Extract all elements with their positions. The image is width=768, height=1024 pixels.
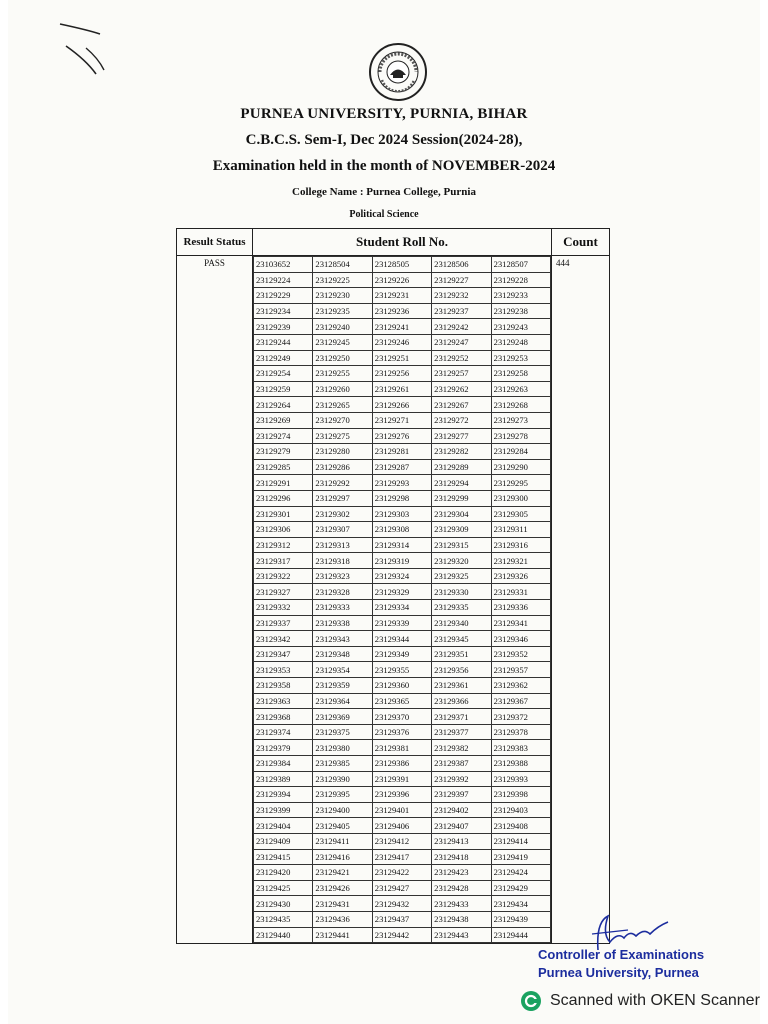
roll-number-cell: 23129247: [432, 334, 491, 350]
roll-number-cell: 23129411: [313, 833, 372, 849]
roll-number-cell: 23128506: [432, 257, 491, 273]
header-count: Count: [552, 229, 610, 256]
roll-number-cell: 23129338: [313, 615, 372, 631]
roll-number-cell: 23129238: [491, 303, 550, 319]
exam-title: Examination held in the month of NOVEMBER-2024: [212, 158, 556, 174]
roll-number-cell: 23129244: [254, 334, 313, 350]
roll-number-cell: 23129331: [491, 584, 550, 600]
roll-number-cell: 23129431: [313, 896, 372, 912]
roll-number-cell: 23129405: [313, 818, 372, 834]
roll-number-cell: 23129248: [491, 334, 550, 350]
roll-number-cell: 23129245: [313, 334, 372, 350]
roll-number-cell: 23129399: [254, 802, 313, 818]
subject-name: Political Science: [349, 209, 419, 220]
roll-number-cell: 23129324: [372, 568, 431, 584]
signature-title: Controller of Examinations: [538, 947, 705, 962]
roll-number-cell: 23129397: [432, 787, 491, 803]
table-row: [254, 475, 551, 491]
roll-number-cell: 23129406: [372, 818, 431, 834]
roll-number-cell: 23129281: [372, 444, 431, 460]
roll-number-cell: 23129427: [372, 880, 431, 896]
roll-number-cell: 23129271: [372, 412, 431, 428]
scanner-watermark: [520, 990, 760, 1012]
roll-number-cell: 23129280: [313, 444, 372, 460]
table-row: [254, 833, 551, 849]
roll-number-cell: 23129443: [432, 927, 491, 943]
roll-number-cell: 23129366: [432, 693, 491, 709]
table-row: [254, 911, 551, 927]
roll-number-cell: 23129367: [491, 693, 550, 709]
table-row: [254, 646, 551, 662]
table-row: [254, 319, 551, 335]
roll-number-cell: 23129398: [491, 787, 550, 803]
roll-number-cell: 23129298: [372, 490, 431, 506]
table-row: [254, 257, 551, 273]
roll-number-cell: 23129275: [313, 428, 372, 444]
roll-number-cell: 23129299: [432, 490, 491, 506]
roll-number-cell: 23129323: [313, 568, 372, 584]
table-row: [254, 366, 551, 382]
roll-number-cell: 23129231: [372, 288, 431, 304]
roll-number-cell: 23129326: [491, 568, 550, 584]
header-result-status: Result Status: [177, 229, 253, 256]
roll-number-cell: 23129234: [254, 303, 313, 319]
university-title: PURNEA UNIVERSITY, PURNIA, BIHAR: [240, 106, 528, 122]
count-value: 444: [552, 256, 610, 944]
table-row: [254, 334, 551, 350]
roll-number-cell: 23129260: [313, 381, 372, 397]
roll-number-cell: 23129378: [491, 724, 550, 740]
roll-number-cell: 23129379: [254, 740, 313, 756]
table-row: [254, 553, 551, 569]
roll-number-cell: 23129274: [254, 428, 313, 444]
roll-number-cell: 23129225: [313, 272, 372, 288]
roll-number-cell: 23129284: [491, 444, 550, 460]
table-row: [254, 459, 551, 475]
roll-number-cell: 23129362: [491, 678, 550, 694]
table-row: [254, 724, 551, 740]
roll-number-cell: 23129351: [432, 646, 491, 662]
roll-number-cell: 23129230: [313, 288, 372, 304]
roll-number-cell: 23129277: [432, 428, 491, 444]
roll-number-cell: 23129314: [372, 537, 431, 553]
roll-number-cell: 23129251: [372, 350, 431, 366]
roll-number-cell: 23129334: [372, 600, 431, 616]
roll-number-cell: 23129416: [313, 849, 372, 865]
roll-number-cell: 23129289: [432, 459, 491, 475]
roll-number-cell: 23129383: [491, 740, 550, 756]
roll-number-cell: 23129423: [432, 865, 491, 881]
table-row: [254, 849, 551, 865]
table-row: [254, 787, 551, 803]
roll-number-cell: 23129394: [254, 787, 313, 803]
roll-number-cell: 23129237: [432, 303, 491, 319]
roll-number-cell: 23129388: [491, 756, 550, 772]
roll-number-cell: 23129241: [372, 319, 431, 335]
roll-number-cell: 23129295: [491, 475, 550, 491]
roll-number-cell: 23129387: [432, 756, 491, 772]
roll-number-cell: 23129364: [313, 693, 372, 709]
roll-number-cell: 23129316: [491, 537, 550, 553]
roll-number-cell: 23129255: [313, 366, 372, 382]
roll-number-cell: 23129303: [372, 506, 431, 522]
table-row: [254, 506, 551, 522]
roll-number-cell: 23129340: [432, 615, 491, 631]
roll-number-cell: 23129312: [254, 537, 313, 553]
table-row: [254, 522, 551, 538]
roll-number-cell: 23128505: [372, 257, 431, 273]
roll-number-cell: 23129273: [491, 412, 550, 428]
roll-number-cell: 23129372: [491, 709, 550, 725]
oken-scanner-icon: [520, 990, 542, 1012]
roll-number-cell: 23129317: [254, 553, 313, 569]
roll-number-cell: 23129361: [432, 678, 491, 694]
roll-number-cell: 23129352: [491, 646, 550, 662]
roll-number-cell: 23129407: [432, 818, 491, 834]
roll-number-cell: 23129444: [491, 927, 550, 943]
header-student-roll: Student Roll No.: [253, 229, 552, 256]
table-row: [254, 615, 551, 631]
roll-number-cell: 23129347: [254, 646, 313, 662]
table-row: [254, 600, 551, 616]
roll-number-cell: 23129335: [432, 600, 491, 616]
roll-number-cell: 23129369: [313, 709, 372, 725]
roll-number-cell: 23129259: [254, 381, 313, 397]
roll-number-cell: 23129239: [254, 319, 313, 335]
roll-number-cell: 23129322: [254, 568, 313, 584]
roll-number-cell: 23129385: [313, 756, 372, 772]
roll-number-cell: 23129311: [491, 522, 550, 538]
roll-number-cell: 23129307: [313, 522, 372, 538]
table-row: [254, 537, 551, 553]
roll-number-cell: 23129297: [313, 490, 372, 506]
roll-number-cell: 23129243: [491, 319, 550, 335]
roll-number-cell: 23129330: [432, 584, 491, 600]
roll-number-cell: 23129341: [491, 615, 550, 631]
roll-number-cell: 23129371: [432, 709, 491, 725]
roll-number-cell: 23129363: [254, 693, 313, 709]
signature-scribble: [588, 912, 678, 952]
roll-number-cell: 23129227: [432, 272, 491, 288]
table-row: [254, 288, 551, 304]
table-row: [254, 896, 551, 912]
roll-number-cell: 23129270: [313, 412, 372, 428]
roll-number-cell: 23129319: [372, 553, 431, 569]
table-row: [254, 865, 551, 881]
roll-number-cell: 23129357: [491, 662, 550, 678]
roll-number-cell: 23129425: [254, 880, 313, 896]
roll-number-cell: 23129308: [372, 522, 431, 538]
roll-number-cell: 23129253: [491, 350, 550, 366]
roll-number-cell: 23129345: [432, 631, 491, 647]
roll-number-cell: 23129263: [491, 381, 550, 397]
roll-number-cell: 23129224: [254, 272, 313, 288]
table-row: [254, 693, 551, 709]
roll-number-cell: 23129424: [491, 865, 550, 881]
roll-number-cell: 23129381: [372, 740, 431, 756]
roll-number-cell: 23129242: [432, 319, 491, 335]
roll-number-cell: 23129269: [254, 412, 313, 428]
roll-number-cell: 23129382: [432, 740, 491, 756]
roll-number-cell: 23129344: [372, 631, 431, 647]
roll-number-cell: 23129265: [313, 397, 372, 413]
roll-number-cell: 23129404: [254, 818, 313, 834]
roll-number-cell: 23103652: [254, 257, 313, 273]
roll-number-cell: 23129438: [432, 911, 491, 927]
roll-number-cell: 23129393: [491, 771, 550, 787]
roll-number-cell: 23129325: [432, 568, 491, 584]
roll-number-cell: 23129415: [254, 849, 313, 865]
roll-number-cell: 23129268: [491, 397, 550, 413]
roll-number-cell: 23129355: [372, 662, 431, 678]
roll-number-cell: 23129320: [432, 553, 491, 569]
roll-number-cell: 23129301: [254, 506, 313, 522]
roll-number-cell: 23129375: [313, 724, 372, 740]
roll-number-cell: 23129232: [432, 288, 491, 304]
roll-number-cell: 23129254: [254, 366, 313, 382]
university-seal-icon: [368, 42, 428, 102]
table-row: [254, 350, 551, 366]
roll-number-cell: 23129287: [372, 459, 431, 475]
roll-number-cell: 23129321: [491, 553, 550, 569]
roll-number-cell: 23129252: [432, 350, 491, 366]
roll-number-cell: 23129305: [491, 506, 550, 522]
roll-number-cell: 23129302: [313, 506, 372, 522]
roll-number-cell: 23129414: [491, 833, 550, 849]
roll-number-cell: 23129309: [432, 522, 491, 538]
roll-number-cell: 23129384: [254, 756, 313, 772]
roll-grid-cell: [253, 256, 552, 944]
roll-number-cell: 23129228: [491, 272, 550, 288]
roll-number-cell: 23129262: [432, 381, 491, 397]
roll-number-cell: 23129291: [254, 475, 313, 491]
roll-number-cell: 23128507: [491, 257, 550, 273]
table-row: [254, 740, 551, 756]
roll-number-cell: 23129339: [372, 615, 431, 631]
roll-number-cell: 23129292: [313, 475, 372, 491]
roll-number-cell: 23129409: [254, 833, 313, 849]
college-name: College Name : Purnea College, Purnia: [292, 186, 476, 198]
table-row: [254, 631, 551, 647]
roll-number-cell: 23129360: [372, 678, 431, 694]
table-row: [254, 490, 551, 506]
roll-number-cell: 23129346: [491, 631, 550, 647]
roll-number-cell: 23129226: [372, 272, 431, 288]
roll-number-cell: 23129336: [491, 600, 550, 616]
roll-number-cell: 23129417: [372, 849, 431, 865]
table-row: [254, 802, 551, 818]
roll-number-cell: 23129380: [313, 740, 372, 756]
roll-number-cell: 23129422: [372, 865, 431, 881]
roll-number-cell: 23129413: [432, 833, 491, 849]
roll-number-cell: 23129264: [254, 397, 313, 413]
roll-number-cell: 23129249: [254, 350, 313, 366]
roll-number-cell: 23129267: [432, 397, 491, 413]
roll-number-cell: 23129440: [254, 927, 313, 943]
table-row: [254, 568, 551, 584]
roll-number-cell: 23129332: [254, 600, 313, 616]
roll-number-cell: 23129392: [432, 771, 491, 787]
roll-number-cell: 23129428: [432, 880, 491, 896]
roll-number-cell: 23129412: [372, 833, 431, 849]
roll-number-cell: 23129313: [313, 537, 372, 553]
controller-signature: [538, 912, 738, 982]
roll-number-cell: 23129433: [432, 896, 491, 912]
roll-number-cell: 23129300: [491, 490, 550, 506]
roll-number-cell: 23129420: [254, 865, 313, 881]
roll-number-cell: 23129348: [313, 646, 372, 662]
roll-number-cell: 23129395: [313, 787, 372, 803]
roll-number-cell: 23129408: [491, 818, 550, 834]
roll-number-cell: 23129358: [254, 678, 313, 694]
table-row: [254, 818, 551, 834]
roll-number-cell: 23129430: [254, 896, 313, 912]
roll-number-cell: 23129391: [372, 771, 431, 787]
roll-number-cell: 23129342: [254, 631, 313, 647]
roll-number-cell: 23129329: [372, 584, 431, 600]
roll-number-cell: 23129337: [254, 615, 313, 631]
roll-number-cell: 23129403: [491, 802, 550, 818]
table-row: [254, 662, 551, 678]
roll-number-cell: 23129439: [491, 911, 550, 927]
roll-number-cell: 23129256: [372, 366, 431, 382]
roll-number-cell: 23129240: [313, 319, 372, 335]
roll-number-cell: 23129442: [372, 927, 431, 943]
roll-number-cell: 23129386: [372, 756, 431, 772]
roll-number-cell: 23129368: [254, 709, 313, 725]
roll-number-cell: 23129374: [254, 724, 313, 740]
roll-number-cell: 23129266: [372, 397, 431, 413]
roll-number-cell: 23129235: [313, 303, 372, 319]
table-row: [254, 381, 551, 397]
roll-number-cell: 23129229: [254, 288, 313, 304]
roll-number-cell: 23129261: [372, 381, 431, 397]
table-row: [254, 584, 551, 600]
roll-number-cell: 23129272: [432, 412, 491, 428]
roll-number-cell: 23129432: [372, 896, 431, 912]
handwritten-mark: [58, 20, 118, 80]
roll-number-cell: 23129349: [372, 646, 431, 662]
roll-number-cell: 23129318: [313, 553, 372, 569]
roll-number-cell: 23129343: [313, 631, 372, 647]
table-row: [254, 444, 551, 460]
roll-number-cell: 23129276: [372, 428, 431, 444]
roll-number-cell: 23129377: [432, 724, 491, 740]
roll-number-cell: 23129304: [432, 506, 491, 522]
roll-number-cell: 23129356: [432, 662, 491, 678]
table-row: [254, 397, 551, 413]
roll-number-cell: 23129353: [254, 662, 313, 678]
roll-number-cell: 23129435: [254, 911, 313, 927]
roll-number-cell: 23129278: [491, 428, 550, 444]
table-row: [254, 678, 551, 694]
roll-number-cell: 23129290: [491, 459, 550, 475]
roll-number-cell: 23129315: [432, 537, 491, 553]
roll-number-cell: 23129286: [313, 459, 372, 475]
roll-number-cell: 23129441: [313, 927, 372, 943]
roll-number-cell: 23129294: [432, 475, 491, 491]
result-status-value: PASS: [177, 256, 253, 944]
roll-number-cell: 23129285: [254, 459, 313, 475]
roll-number-cell: 23129396: [372, 787, 431, 803]
roll-number-cell: 23129400: [313, 802, 372, 818]
roll-number-cell: 23129376: [372, 724, 431, 740]
roll-number-cell: 23129306: [254, 522, 313, 538]
roll-number-cell: 23128504: [313, 257, 372, 273]
roll-number-cell: 23129389: [254, 771, 313, 787]
roll-number-cell: 23129328: [313, 584, 372, 600]
roll-number-cell: 23129365: [372, 693, 431, 709]
table-row: [254, 412, 551, 428]
roll-number-cell: 23129236: [372, 303, 431, 319]
table-row: [254, 756, 551, 772]
roll-number-cell: 23129436: [313, 911, 372, 927]
table-row: [254, 709, 551, 725]
roll-number-grid: [253, 256, 551, 943]
roll-number-cell: 23129246: [372, 334, 431, 350]
roll-number-cell: 23129419: [491, 849, 550, 865]
roll-number-cell: 23129418: [432, 849, 491, 865]
roll-number-cell: 23129233: [491, 288, 550, 304]
roll-number-cell: 23129333: [313, 600, 372, 616]
roll-number-cell: 23129250: [313, 350, 372, 366]
session-title: C.B.C.S. Sem-I, Dec 2024 Session(2024-28),: [245, 132, 523, 148]
roll-number-cell: 23129327: [254, 584, 313, 600]
roll-number-cell: 23129370: [372, 709, 431, 725]
roll-number-cell: 23129402: [432, 802, 491, 818]
results-table: [176, 228, 610, 944]
roll-number-cell: 23129258: [491, 366, 550, 382]
document-page: [8, 0, 760, 1024]
roll-number-cell: 23129296: [254, 490, 313, 506]
scanner-label: Scanned with OKEN Scanner: [550, 992, 760, 1009]
roll-number-cell: 23129359: [313, 678, 372, 694]
roll-number-cell: 23129429: [491, 880, 550, 896]
table-row: [254, 272, 551, 288]
roll-number-cell: 23129437: [372, 911, 431, 927]
table-row: [254, 428, 551, 444]
table-row: [254, 927, 551, 943]
roll-number-cell: 23129282: [432, 444, 491, 460]
table-row: [254, 880, 551, 896]
roll-number-cell: 23129354: [313, 662, 372, 678]
roll-number-cell: 23129279: [254, 444, 313, 460]
signature-university: Purnea University, Purnea: [538, 965, 699, 980]
roll-number-cell: 23129434: [491, 896, 550, 912]
table-row: [254, 303, 551, 319]
roll-number-cell: 23129257: [432, 366, 491, 382]
roll-number-cell: 23129293: [372, 475, 431, 491]
roll-number-cell: 23129421: [313, 865, 372, 881]
roll-number-cell: 23129401: [372, 802, 431, 818]
table-row: [254, 771, 551, 787]
roll-number-cell: 23129390: [313, 771, 372, 787]
roll-number-cell: 23129426: [313, 880, 372, 896]
